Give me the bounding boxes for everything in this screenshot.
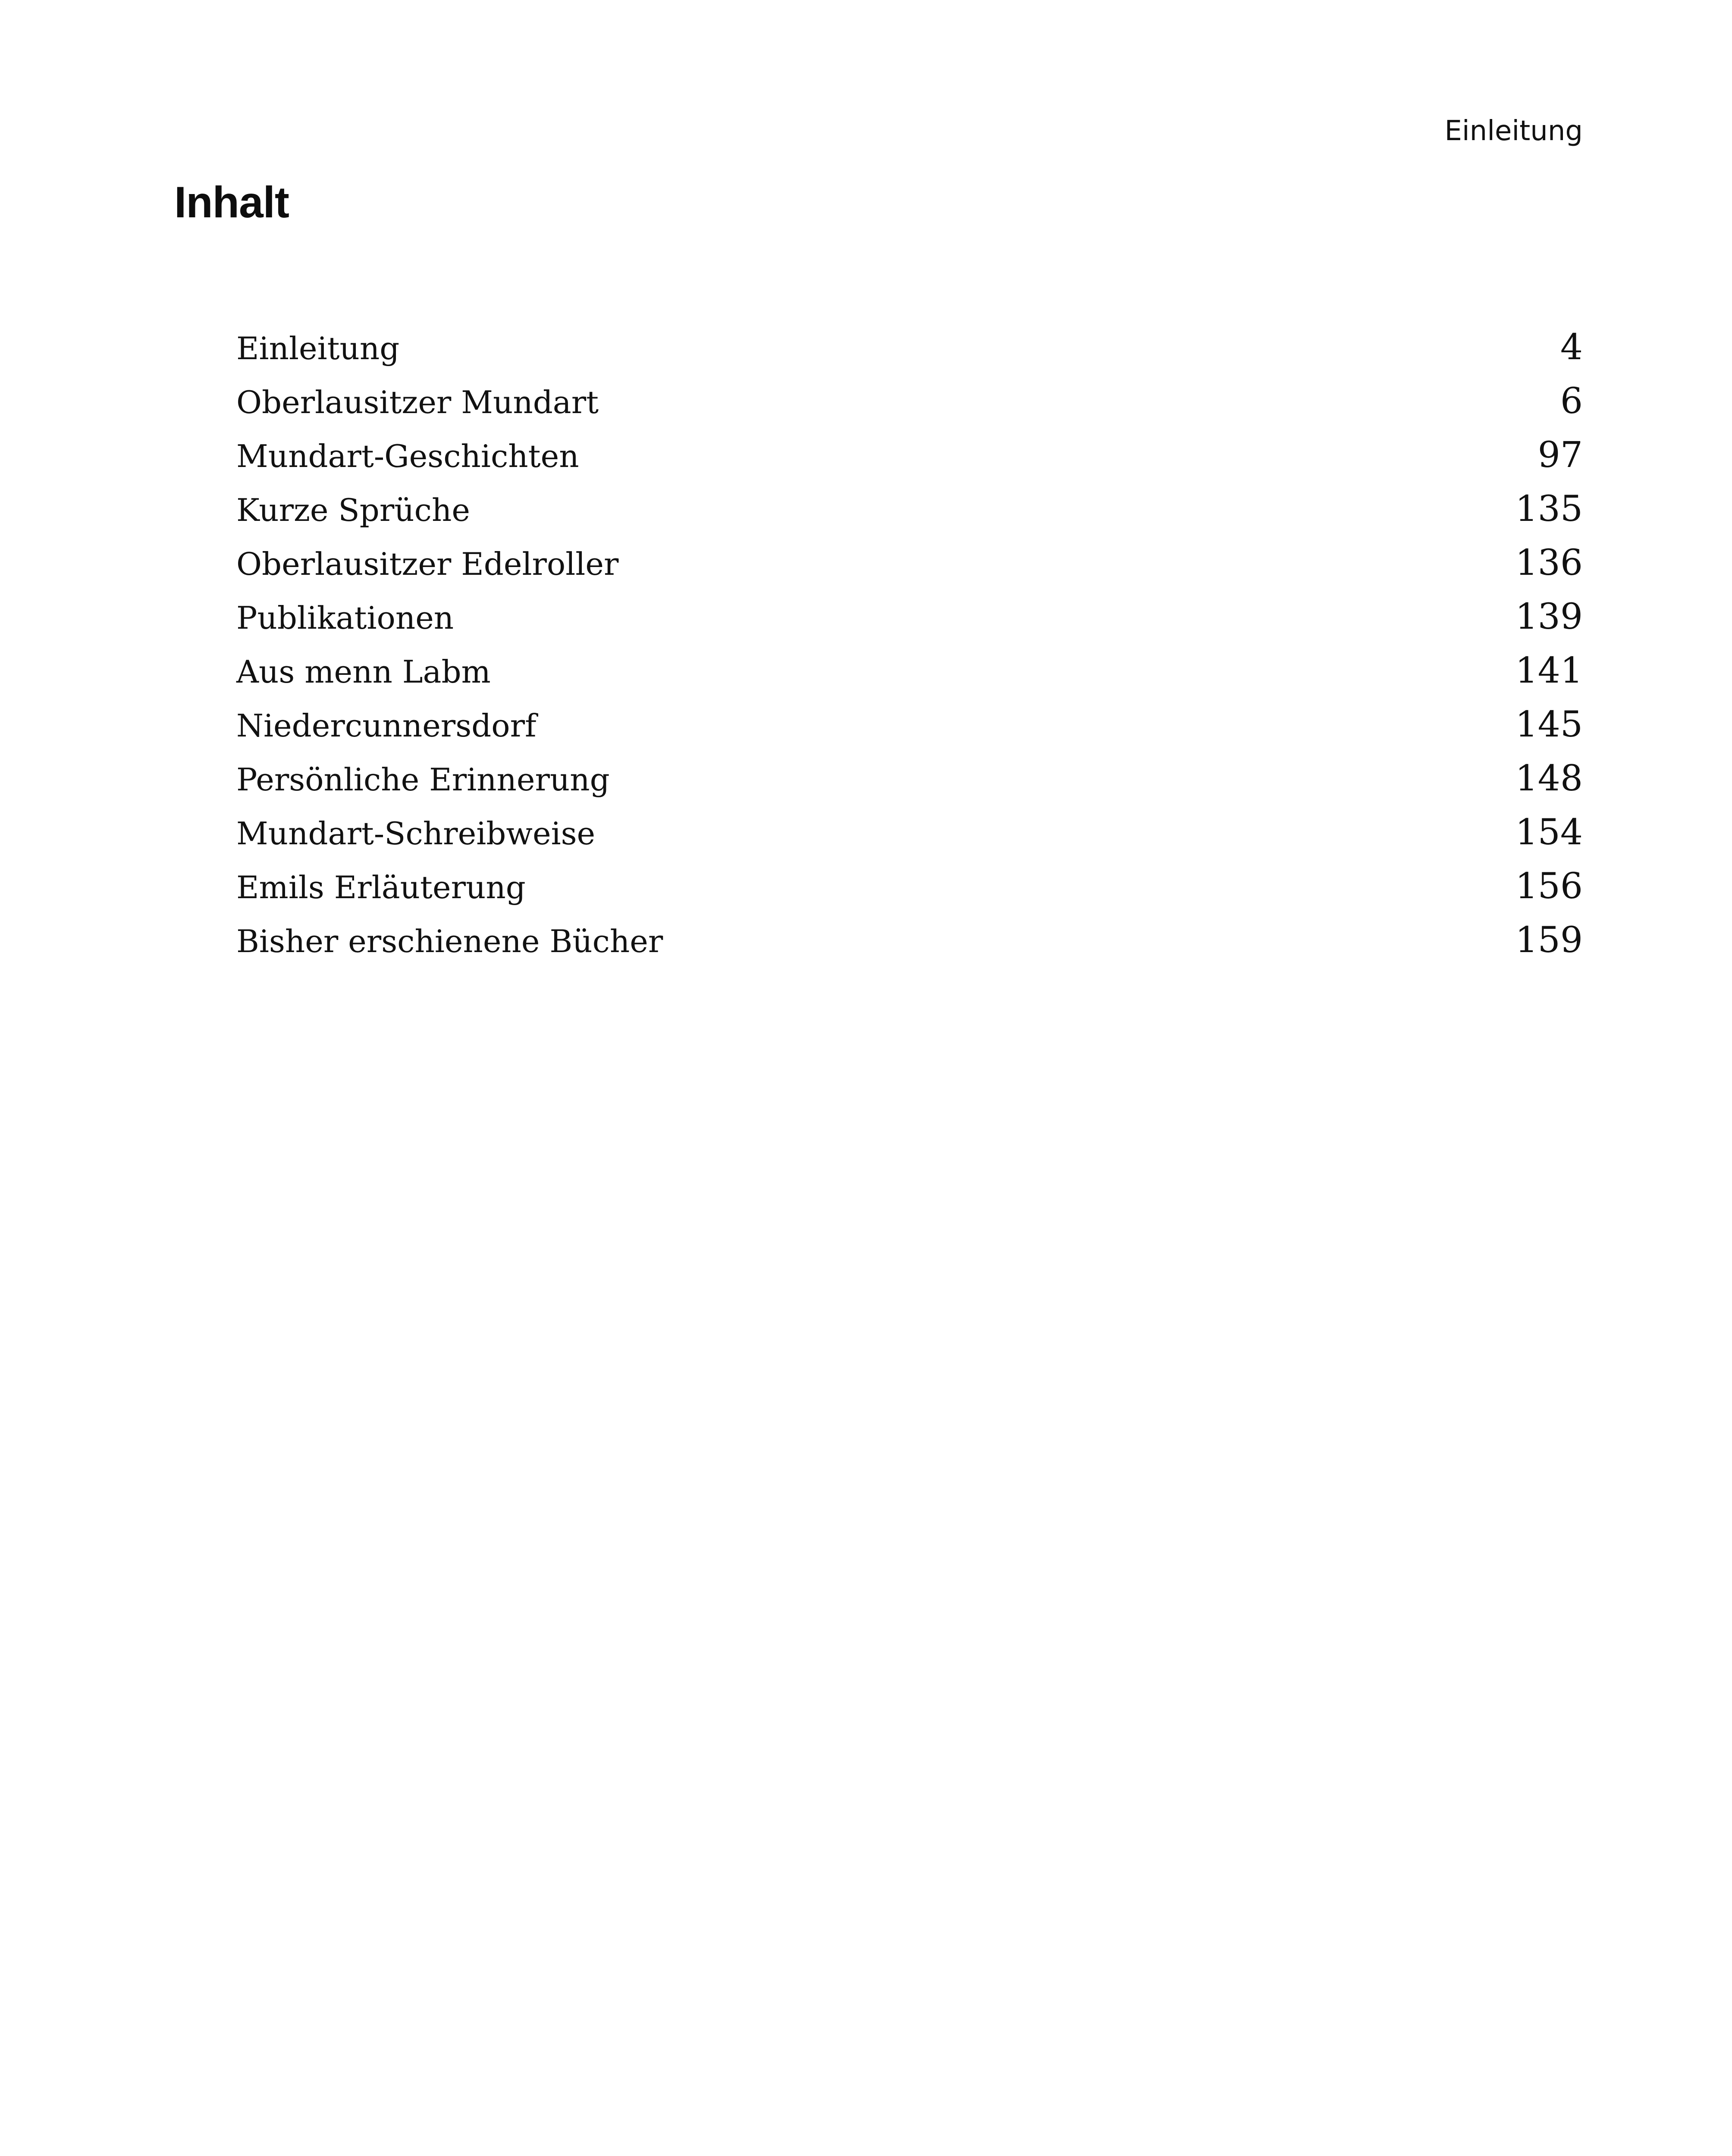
toc-entry <box>236 596 1583 653</box>
page-title: Inhalt <box>174 178 289 227</box>
toc-entry-page: 135 <box>1515 489 1583 530</box>
running-header: Einleitung <box>1444 115 1583 147</box>
toc-entry <box>236 650 1583 707</box>
toc-entry <box>236 920 1583 977</box>
toc-entry <box>236 327 1583 384</box>
toc-entry-page: 159 <box>1515 920 1583 961</box>
toc-entry <box>236 866 1583 923</box>
toc-entry <box>236 704 1583 761</box>
toc-entry-page: 145 <box>1515 704 1583 745</box>
toc-entry <box>236 381 1583 438</box>
toc-entry-page: 148 <box>1515 758 1583 799</box>
toc-entry-title: Aus menn Labm <box>236 654 491 690</box>
toc-entry-title: Einleitung <box>236 330 400 367</box>
toc-entry <box>236 758 1583 815</box>
toc-entry-page: 156 <box>1515 866 1583 907</box>
toc-entry-title: Bisher erschienene Bücher <box>236 923 663 959</box>
toc-entry-page: 136 <box>1515 542 1583 583</box>
toc-entry-title: Emils Erläuterung <box>236 869 526 906</box>
toc-entry-title: Oberlausitzer Mundart <box>236 384 599 420</box>
table-of-contents <box>236 327 1583 977</box>
toc-entry <box>236 542 1583 599</box>
toc-entry-page: 4 <box>1560 327 1583 368</box>
toc-entry-title: Niedercunnersdorf <box>236 708 537 744</box>
toc-entry-title: Oberlausitzer Edelroller <box>236 546 619 582</box>
toc-entry-title: Kurze Sprüche <box>236 492 470 528</box>
toc-entry-title: Mundart-Geschichten <box>236 438 579 474</box>
toc-entry <box>236 812 1583 869</box>
toc-entry-page: 6 <box>1560 381 1583 422</box>
toc-entry-page: 97 <box>1537 435 1583 476</box>
toc-entry-page: 139 <box>1515 596 1583 637</box>
toc-entry <box>236 489 1583 545</box>
toc-entry-title: Persönliche Erinnerung <box>236 761 610 798</box>
toc-entry-page: 154 <box>1515 812 1583 853</box>
toc-entry-page: 141 <box>1515 650 1583 691</box>
toc-entry <box>236 435 1583 492</box>
toc-entry-title: Publikationen <box>236 600 454 636</box>
toc-entry-title: Mundart-Schreibweise <box>236 815 596 852</box>
